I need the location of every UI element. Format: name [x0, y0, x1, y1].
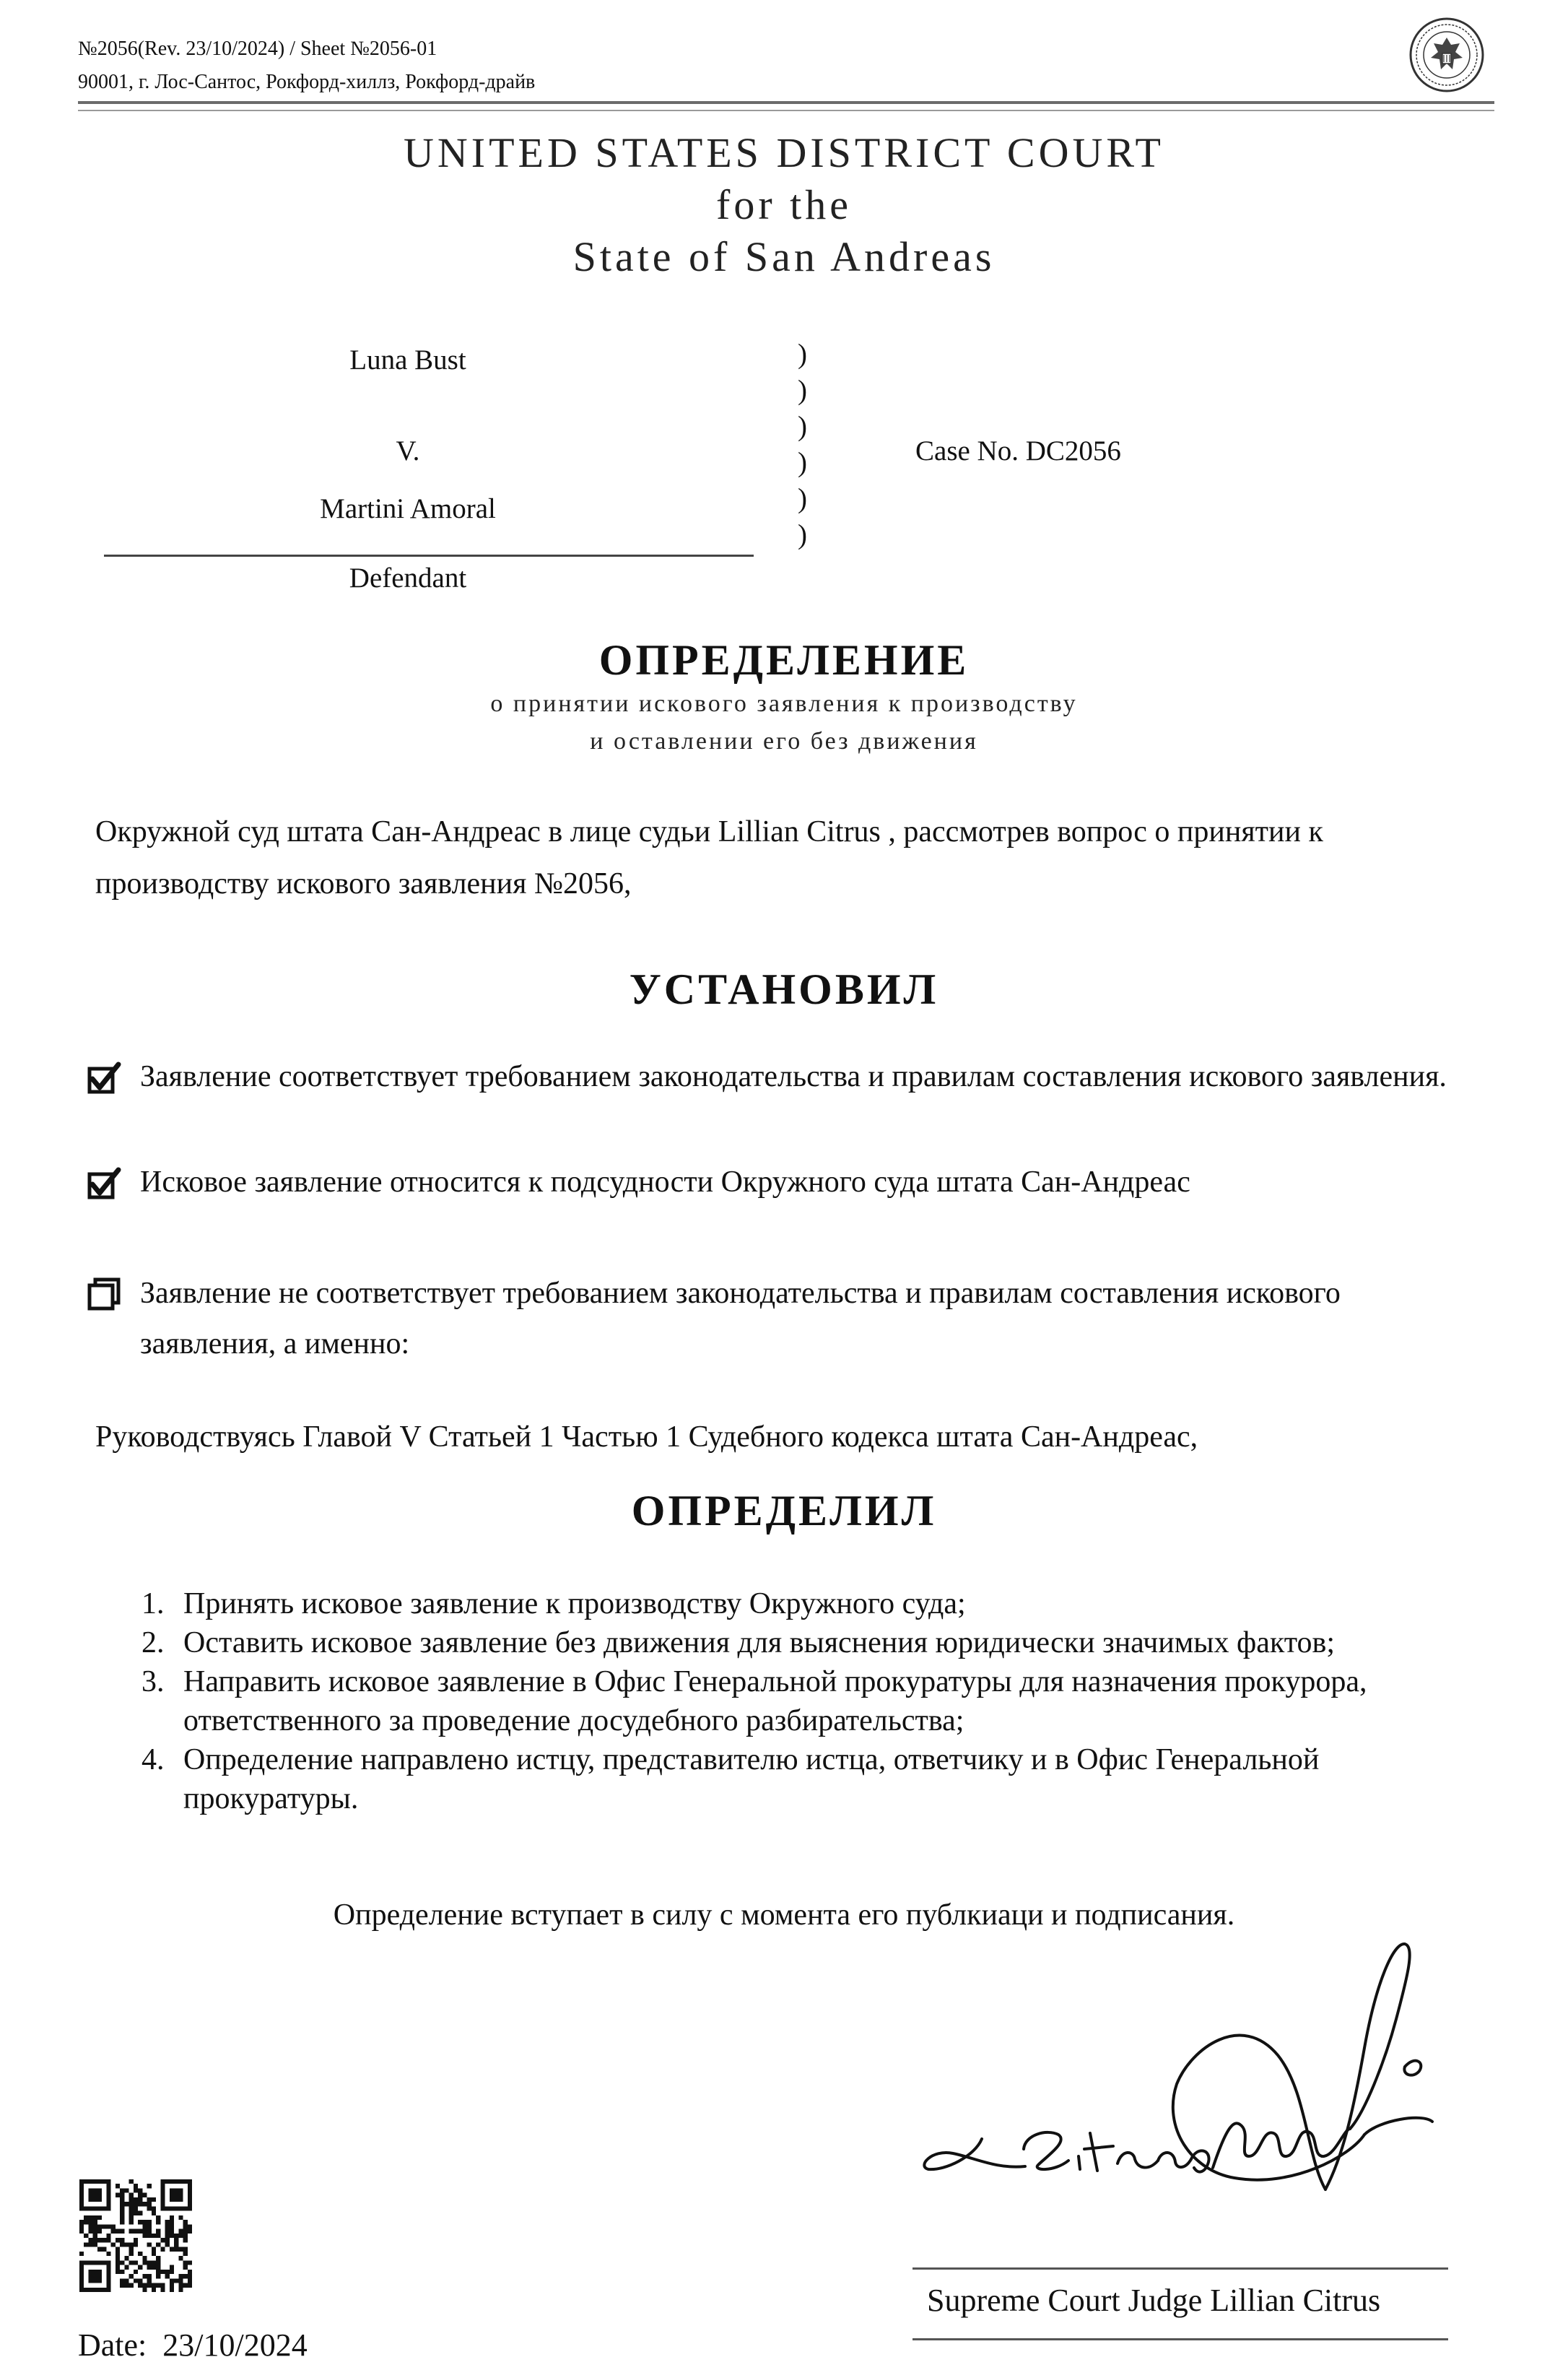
ruling-title: ОПРЕДЕЛЕНИЕ	[598, 636, 970, 684]
court-address: 90001, г. Лос-Сантос, Рокфорд-хиллз, Рокфорд-драйв	[78, 71, 536, 93]
case-number: Case No. DC2056	[915, 435, 1121, 466]
signature-rule	[913, 2267, 1448, 2270]
decision-item-text: Направить исковое заявление в Офис Генеральной прокуратуры для назначения прокурора, ответственного за проведение досудебного разбирательства;	[183, 1665, 1367, 1737]
decision-item-text: Оставить исковое заявление без движения для выяснения юридически значимых фактов;	[183, 1626, 1336, 1659]
established-item-text: Заявление соответствует требованием законодательства и правилам составления искового заявления.	[140, 1060, 1447, 1093]
ruling-subtitle-1: о принятии искового заявления к производству	[490, 690, 1078, 717]
qr-code-icon	[79, 2179, 192, 2292]
court-name: UNITED STATES DISTRICT COURT	[404, 129, 1164, 176]
decision-item-number: 2.	[141, 1626, 165, 1659]
established-item-text: Исковое заявление относится к подсудности Окружного суда штата Сан-Андреас	[140, 1166, 1190, 1199]
header-rule-thin	[78, 110, 1494, 111]
checked-box-icon	[85, 1164, 123, 1202]
decision-item-text: Принять исковое заявление к производству Окружного суда;	[183, 1587, 966, 1620]
defendant-name: Martini Amoral	[320, 493, 496, 524]
plaintiff-name: Luna Bust	[349, 344, 466, 376]
decision-item	[141, 1740, 1412, 1818]
judge-signature	[917, 1940, 1437, 2200]
decision-item-number: 4.	[141, 1743, 165, 1776]
court-for-the: for the	[716, 181, 852, 228]
checked-box-icon	[85, 1059, 123, 1096]
caption-rule	[104, 555, 754, 557]
caption-parentheses: ) ) ) ) ) )	[798, 339, 807, 550]
ruling-subtitle-2: и оставлении его без движения	[590, 728, 978, 755]
decision-item	[141, 1623, 1412, 1662]
judge-name: Supreme Court Judge Lillian Citrus	[927, 2283, 1381, 2318]
court-state: State of San Andreas	[572, 233, 996, 280]
document-date: Date: 23/10/2024	[78, 2327, 308, 2363]
guided-by-paragraph: Руководствуясь Главой V Статьей 1 Частью 1 Судебного кодекса штата Сан-Андреас,	[95, 1420, 1198, 1454]
court-seal-icon	[1408, 16, 1486, 94]
decision-item-number: 1.	[141, 1587, 165, 1620]
decided-title: ОПРЕДЕЛИЛ	[631, 1487, 937, 1535]
decision-item	[141, 1584, 1412, 1623]
decision-item-number: 3.	[141, 1665, 165, 1698]
established-item-text: Заявление не соответствует требованием законодательства и правилам составления искового заявления, а именно:	[140, 1277, 1341, 1360]
established-title: УСТАНОВИЛ	[629, 965, 939, 1013]
decision-item	[141, 1662, 1412, 1740]
signature-rule-bottom	[913, 2338, 1448, 2340]
intro-paragraph: Окружной суд штата Сан-Андреас в лице судьи Lillian Citrus , рассмотрев вопрос о принятии к производству искового заявления №2056,	[95, 815, 1323, 900]
form-number: №2056(Rev. 23/10/2024) / Sheet №2056-01	[78, 38, 437, 60]
unchecked-box-icon	[85, 1275, 123, 1313]
versus-label: V.	[396, 435, 420, 466]
effective-statement: Определение вступает в силу с момента его публкиаци и подписания.	[333, 1898, 1235, 1932]
defendant-label: Defendant	[349, 563, 467, 594]
header-rule	[78, 101, 1494, 104]
decision-list	[141, 1584, 1412, 1818]
decision-item-text: Определение направлено истцу, представителю истца, ответчику и в Офис Генеральной прокуратуры.	[183, 1743, 1320, 1815]
